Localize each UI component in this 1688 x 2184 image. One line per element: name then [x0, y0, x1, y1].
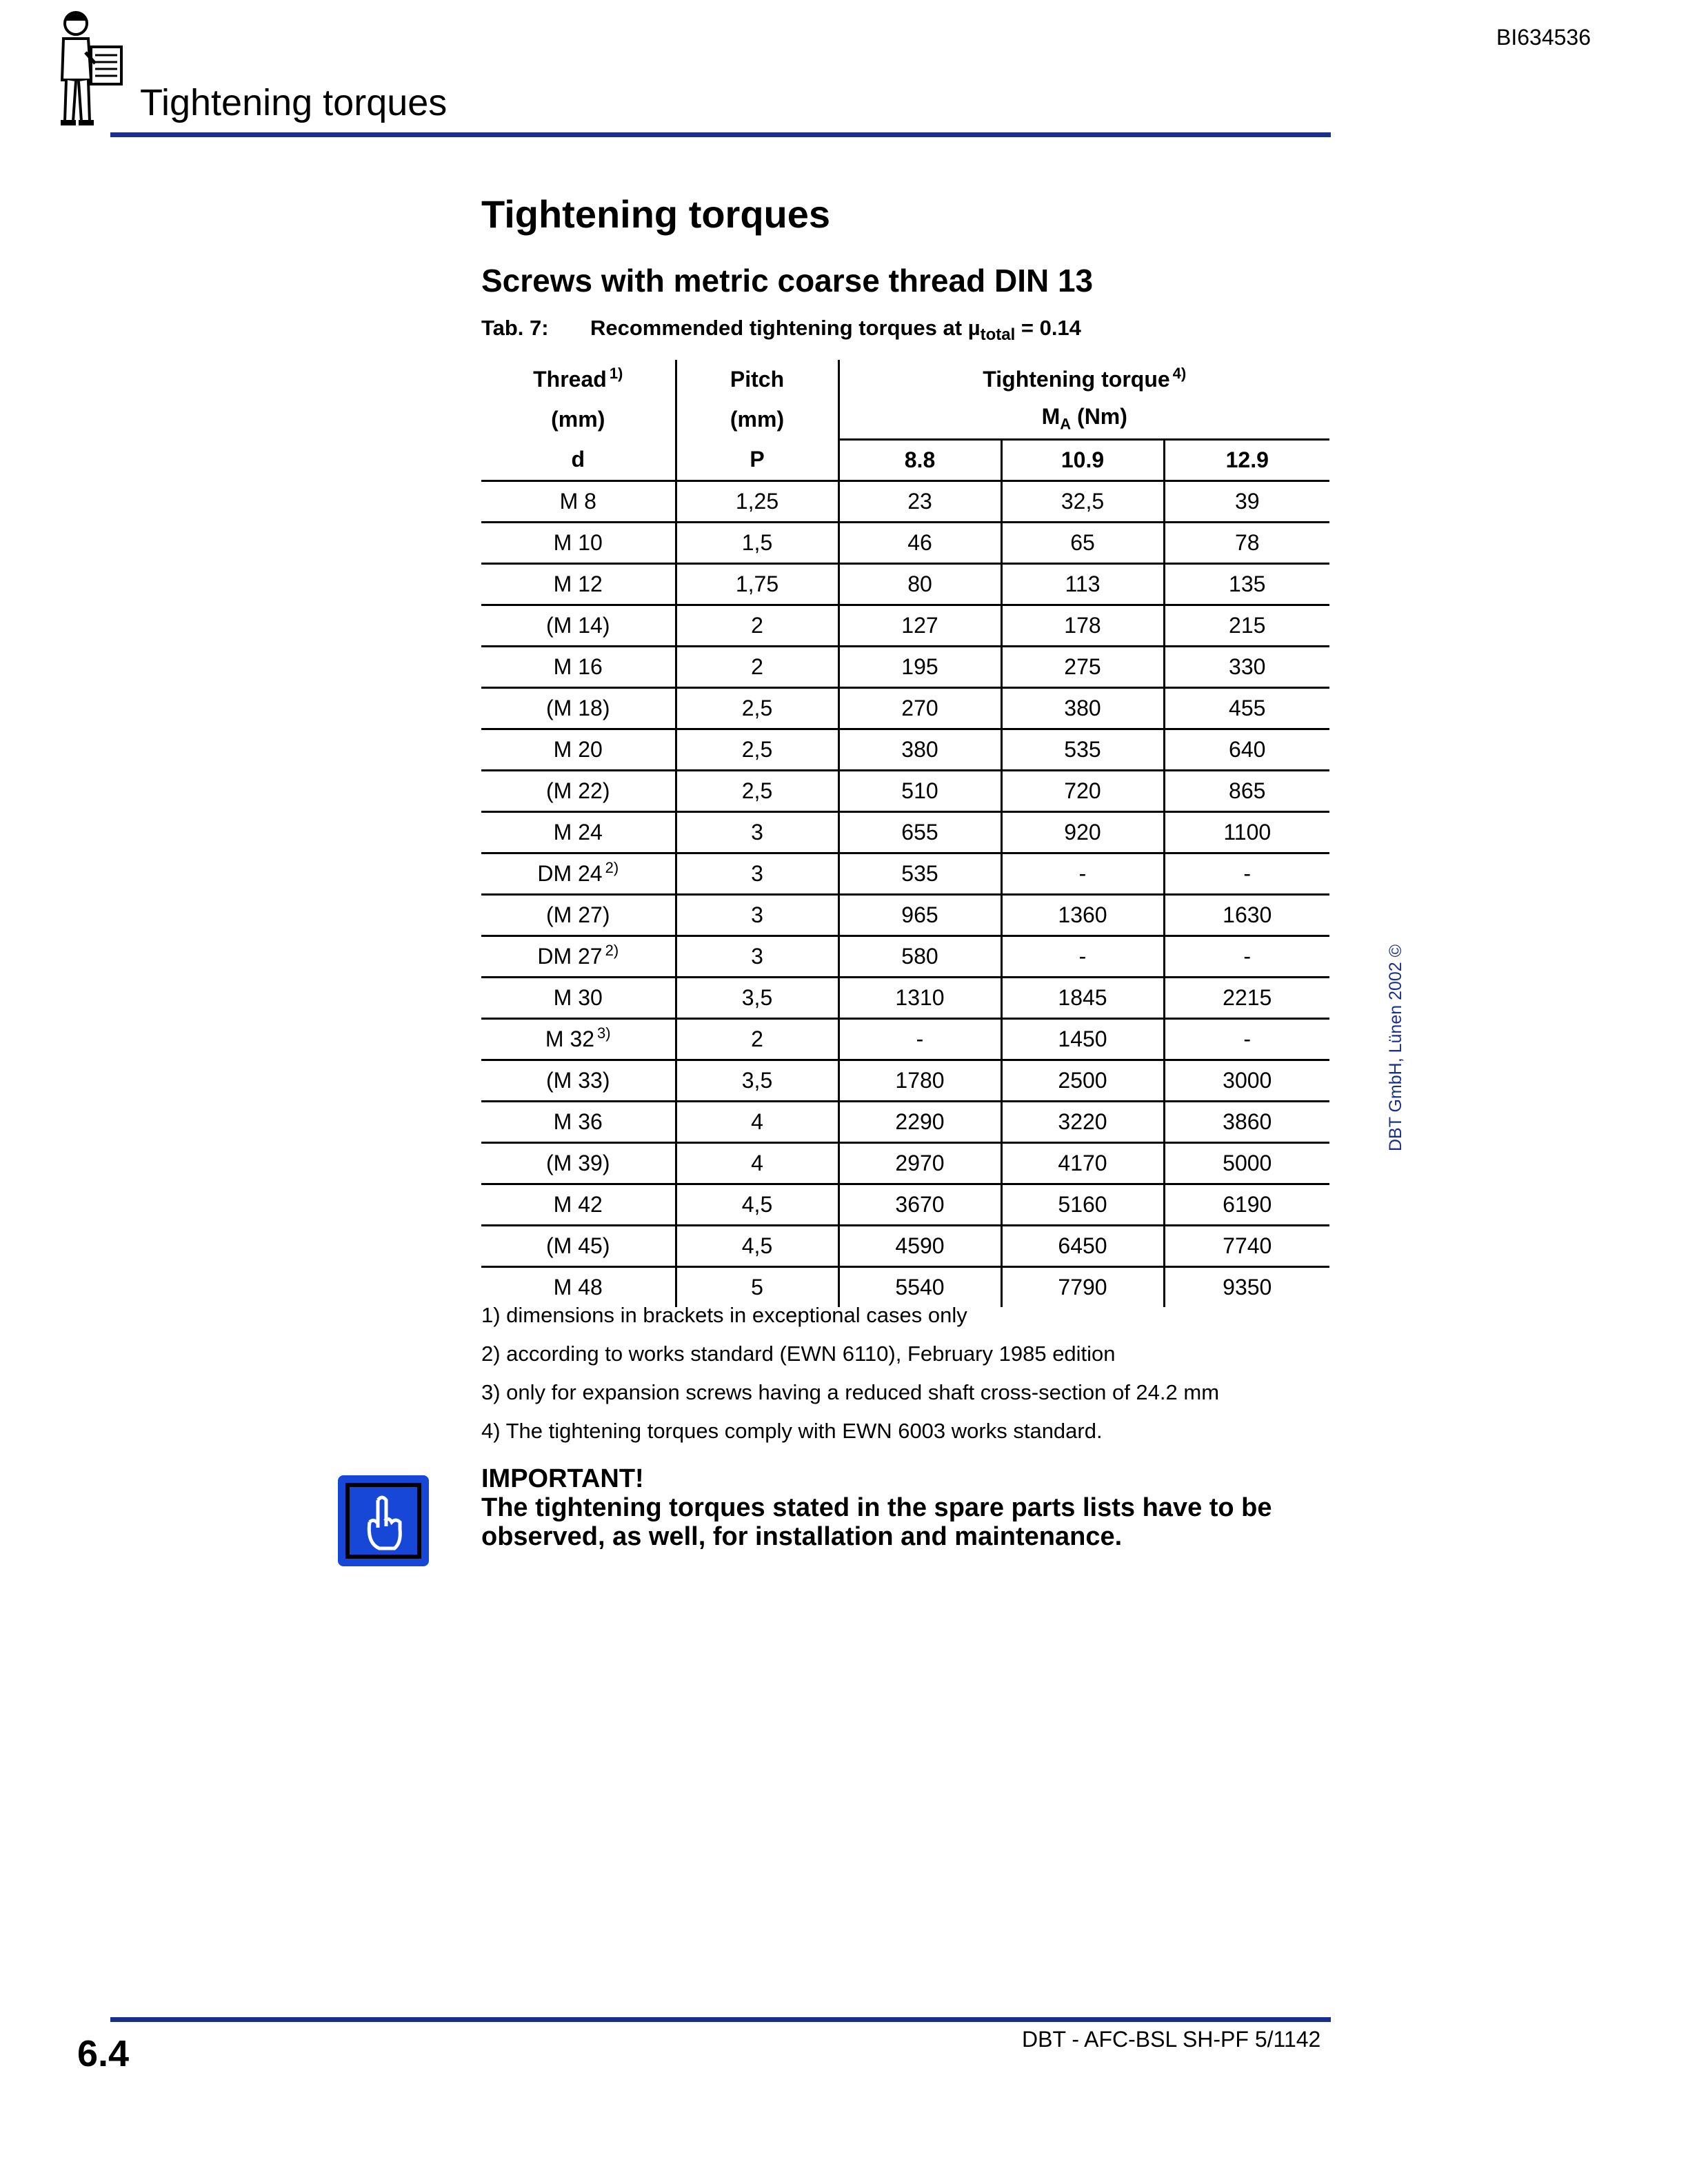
cell-thread: M 10	[481, 523, 676, 564]
cell-thread: M 20	[481, 729, 676, 771]
cell-thread: (M 18)	[481, 688, 676, 729]
table-caption-text: Recommended tightening torques at µ$_{total}$ = 0.14	[590, 316, 1081, 345]
col-header-pitch: Pitch	[676, 360, 838, 399]
cell-pitch: 3	[676, 812, 838, 853]
cell-torque-8-8: 1780	[838, 1060, 1001, 1102]
cell-torque-12-9: 3860	[1164, 1102, 1329, 1143]
cell-thread: M 32 $^{3)}$	[481, 1019, 676, 1060]
cell-thread: DM 27 $^{2)}$	[481, 936, 676, 978]
cell-thread: (M 22)	[481, 771, 676, 812]
cell-torque-12-9: 6190	[1164, 1184, 1329, 1226]
cell-torque-8-8: 535	[838, 853, 1001, 895]
cell-torque-10-9: 1845	[1001, 978, 1164, 1019]
cell-torque-12-9: 215	[1164, 605, 1329, 647]
table-row	[481, 1019, 1329, 1060]
cell-torque-10-9: -	[1001, 936, 1164, 978]
cell-torque-10-9: 275	[1001, 647, 1164, 688]
pitch-unit: (mm)	[676, 399, 838, 440]
table-row	[481, 936, 1329, 978]
cell-torque-12-9: 640	[1164, 729, 1329, 771]
cell-torque-10-9: 3220	[1001, 1102, 1164, 1143]
cell-torque-10-9: 2500	[1001, 1060, 1164, 1102]
cell-pitch: 3,5	[676, 1060, 838, 1102]
table-row	[481, 771, 1329, 812]
cell-pitch: 5	[676, 1267, 838, 1308]
cell-torque-10-9: 535	[1001, 729, 1164, 771]
cell-torque-10-9: 1450	[1001, 1019, 1164, 1060]
cell-torque-12-9: 39	[1164, 481, 1329, 523]
col-header-torque: Tightening torque $^{4)}$	[838, 360, 1329, 399]
cell-thread: (M 33)	[481, 1060, 676, 1102]
footnote-3: 3) only for expansion screws having a reduced shaft cross-section of 24.2 mm	[481, 1380, 1220, 1404]
cell-pitch: 4,5	[676, 1184, 838, 1226]
cell-torque-8-8: 1310	[838, 978, 1001, 1019]
page-number: 6.4	[77, 2033, 130, 2074]
cell-pitch: 1,25	[676, 481, 838, 523]
cell-torque-8-8: 127	[838, 605, 1001, 647]
cell-torque-12-9: -	[1164, 1019, 1329, 1060]
header-rule	[110, 132, 1331, 137]
cell-torque-8-8: 46	[838, 523, 1001, 564]
table-row	[481, 812, 1329, 853]
cell-pitch: 4	[676, 1143, 838, 1184]
table-row	[481, 1102, 1329, 1143]
document-reference: DBT - AFC-BSL SH-PF 5/1142	[1022, 2027, 1321, 2052]
cell-torque-8-8: 23	[838, 481, 1001, 523]
cell-thread: M 8	[481, 481, 676, 523]
cell-torque-10-9: -	[1001, 853, 1164, 895]
table-row	[481, 523, 1329, 564]
worker-with-manual-icon	[50, 4, 132, 128]
cell-thread: M 42	[481, 1184, 676, 1226]
header-title: Tightening torques	[140, 82, 448, 123]
table-row	[481, 1143, 1329, 1184]
cell-torque-10-9: 65	[1001, 523, 1164, 564]
cell-thread: M 16	[481, 647, 676, 688]
cell-torque-12-9: 7740	[1164, 1226, 1329, 1267]
important-heading: IMPORTANT!	[481, 1464, 644, 1493]
cell-pitch: 4,5	[676, 1226, 838, 1267]
footnote-1: 1) dimensions in brackets in exceptional cases only	[481, 1303, 967, 1327]
table-row	[481, 853, 1329, 895]
cell-torque-10-9: 178	[1001, 605, 1164, 647]
table-row	[481, 1184, 1329, 1226]
cell-torque-12-9: 135	[1164, 564, 1329, 605]
section-subtitle: Screws with metric coarse thread DIN 13	[481, 263, 1094, 299]
cell-torque-8-8: 2970	[838, 1143, 1001, 1184]
cell-torque-10-9: 4170	[1001, 1143, 1164, 1184]
cell-torque-12-9: 455	[1164, 688, 1329, 729]
cell-pitch: 3	[676, 853, 838, 895]
page-title: Tightening torques	[481, 192, 831, 236]
cell-torque-8-8: 580	[838, 936, 1001, 978]
grade-10-9: 10.9	[1001, 440, 1164, 481]
footnote-4: 4) The tightening torques comply with EWN 6003 works standard.	[481, 1419, 1103, 1443]
table-row	[481, 1226, 1329, 1267]
important-notice	[481, 1464, 1336, 1551]
cell-torque-12-9: 3000	[1164, 1060, 1329, 1102]
cell-pitch: 2	[676, 1019, 838, 1060]
cell-thread: (M 27)	[481, 895, 676, 936]
cell-pitch: 2	[676, 647, 838, 688]
footnotes	[481, 1296, 1219, 1450]
cell-thread: M 24	[481, 812, 676, 853]
torque-table	[481, 360, 1329, 1307]
table-row	[481, 895, 1329, 936]
cell-torque-12-9: 9350	[1164, 1267, 1329, 1308]
table-row	[481, 978, 1329, 1019]
copyright-note: DBT GmbH, Lünen 2002 ©	[1386, 944, 1405, 1151]
cell-torque-10-9: 32,5	[1001, 481, 1164, 523]
cell-torque-12-9: 1100	[1164, 812, 1329, 853]
cell-torque-12-9: 78	[1164, 523, 1329, 564]
cell-torque-12-9: 865	[1164, 771, 1329, 812]
cell-pitch: 4	[676, 1102, 838, 1143]
cell-thread: M 36	[481, 1102, 676, 1143]
cell-torque-8-8: 3670	[838, 1184, 1001, 1226]
thread-unit: (mm)	[551, 406, 605, 432]
grade-8-8: 8.8	[838, 440, 1001, 481]
cell-thread: M 12	[481, 564, 676, 605]
cell-torque-8-8: 195	[838, 647, 1001, 688]
pitch-symbol: P	[676, 440, 838, 481]
table-number: Tab. 7:	[481, 316, 549, 340]
cell-torque-8-8: 5540	[838, 1267, 1001, 1308]
pointing-hand-icon	[336, 1474, 430, 1568]
cell-torque-8-8: 655	[838, 812, 1001, 853]
table-row	[481, 688, 1329, 729]
cell-torque-12-9: 1630	[1164, 895, 1329, 936]
cell-torque-8-8: 270	[838, 688, 1001, 729]
cell-thread: M 30	[481, 978, 676, 1019]
footnote-2: 2) according to works standard (EWN 6110), February 1985 edition	[481, 1342, 1116, 1366]
grade-12-9: 12.9	[1164, 440, 1329, 481]
cell-thread: (M 14)	[481, 605, 676, 647]
important-text: The tightening torques stated in the spare parts lists have to be observed, as well, for installation and maintenance.	[481, 1493, 1272, 1551]
cell-torque-12-9: -	[1164, 853, 1329, 895]
cell-torque-8-8: 380	[838, 729, 1001, 771]
table-row	[481, 729, 1329, 771]
cell-torque-8-8: -	[838, 1019, 1001, 1060]
cell-pitch: 3	[676, 936, 838, 978]
table-row	[481, 481, 1329, 523]
cell-thread: (M 45)	[481, 1226, 676, 1267]
cell-torque-12-9: -	[1164, 936, 1329, 978]
cell-pitch: 2	[676, 605, 838, 647]
cell-thread: M 48	[481, 1267, 676, 1308]
cell-thread: (M 39)	[481, 1143, 676, 1184]
cell-pitch: 1,75	[676, 564, 838, 605]
table-caption	[481, 316, 1081, 345]
cell-torque-10-9: 720	[1001, 771, 1164, 812]
cell-torque-8-8: 80	[838, 564, 1001, 605]
cell-pitch: 2,5	[676, 771, 838, 812]
cell-torque-8-8: 2290	[838, 1102, 1001, 1143]
cell-pitch: 3,5	[676, 978, 838, 1019]
thread-symbol: d	[571, 447, 585, 472]
cell-torque-10-9: 380	[1001, 688, 1164, 729]
table-row	[481, 564, 1329, 605]
cell-torque-10-9: 6450	[1001, 1226, 1164, 1267]
cell-torque-10-9: 7790	[1001, 1267, 1164, 1308]
table-row	[481, 647, 1329, 688]
cell-torque-8-8: 965	[838, 895, 1001, 936]
cell-torque-8-8: 510	[838, 771, 1001, 812]
cell-torque-10-9: 1360	[1001, 895, 1164, 936]
cell-torque-12-9: 330	[1164, 647, 1329, 688]
table-row	[481, 605, 1329, 647]
cell-torque-10-9: 920	[1001, 812, 1164, 853]
cell-thread: DM 24 $^{2)}$	[481, 853, 676, 895]
cell-torque-10-9: 5160	[1001, 1184, 1164, 1226]
cell-pitch: 2,5	[676, 729, 838, 771]
cell-torque-12-9: 5000	[1164, 1143, 1329, 1184]
table-row	[481, 1060, 1329, 1102]
col-header-thread: Thread $^{1)}$	[533, 365, 623, 392]
document-id: BI634536	[1496, 25, 1591, 50]
cell-torque-8-8: 4590	[838, 1226, 1001, 1267]
cell-pitch: 2,5	[676, 688, 838, 729]
footer-rule	[110, 2017, 1331, 2022]
cell-torque-12-9: 2215	[1164, 978, 1329, 1019]
cell-pitch: 3	[676, 895, 838, 936]
torque-unit: $M_A$ (Nm)	[838, 399, 1329, 440]
cell-pitch: 1,5	[676, 523, 838, 564]
cell-torque-10-9: 113	[1001, 564, 1164, 605]
